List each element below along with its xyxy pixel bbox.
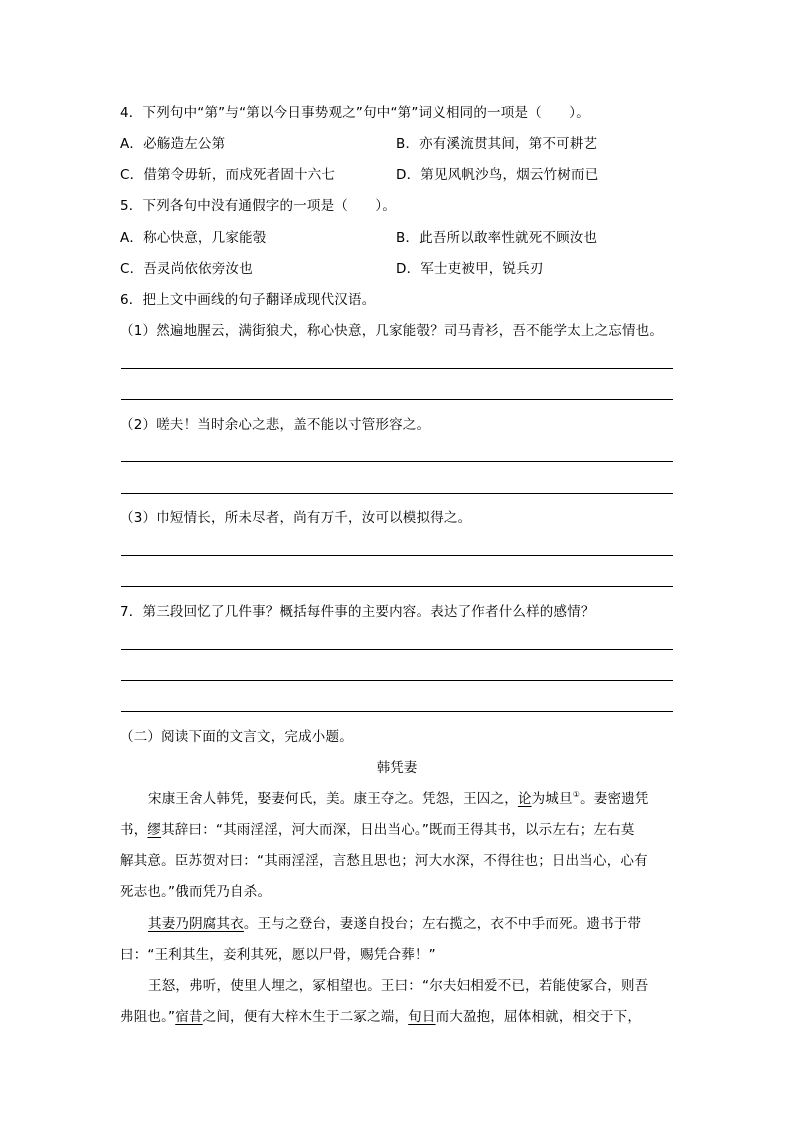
q6-stem: 6．把上文中画线的句子翻译成现代汉语。 [120, 292, 376, 308]
q4-option-b: B．亦有溪流贯其间，第不可耕艺 [396, 136, 598, 152]
footnote-marker: ① [572, 790, 581, 799]
underlined-word: 缪 [147, 822, 162, 838]
passage-title: 韩凭妻 [376, 760, 418, 776]
underlined-word: 论 [517, 791, 532, 807]
q5-option-d: D．军士吏被甲，锐兵刃 [396, 261, 544, 277]
underlined-sentence: 其妻乃阴腐其衣 [148, 916, 244, 932]
answer-line[interactable] [121, 493, 673, 494]
q5-stem: 5．下列各句中没有通假字的一项是（ ）。 [120, 198, 397, 214]
section-intro: （二）阅读下面的文言文，完成小题。 [120, 729, 353, 745]
q7-stem: 7．第三段回忆了几件事？概括每件事的主要内容。表达了作者什么样的感情？ [120, 604, 595, 620]
passage-line: 死志也。”俄而凭乃自杀。 [120, 884, 272, 900]
answer-line[interactable] [121, 555, 673, 556]
passage-line: 书，缪其辞曰：“其雨淫淫，河大而深，日出当心。”既而王得其书，以示左右；左右莫 [120, 822, 635, 838]
answer-line[interactable] [121, 586, 673, 587]
q4-option-a: A．必觞造左公第 [120, 136, 226, 152]
underlined-word: 旬日 [408, 1009, 436, 1025]
q6-sentence-3: （3）巾短情长，所未尽者，尚有万千，汝可以模拟得之。 [120, 510, 472, 526]
answer-line[interactable] [121, 711, 673, 712]
passage-line: 弗阻也。”宿昔之间，便有大梓木生于二冢之端，旬日而大盈抱，屈体相就，相交于下， [120, 1009, 642, 1025]
passage-line: 王怒，弗听，使里人埋之，冢相望也。王曰：“尔夫妇相爱不已，若能使冢合，则吾 [148, 978, 649, 994]
q5-option-c: C．吾灵尚依依旁汝也 [120, 261, 253, 277]
passage-line: 宋康王舍人韩凭，娶妻何氏，美。康王夺之。凭怨，王囚之，论为城旦①。妻密遗凭 [148, 790, 649, 807]
q4-option-c: C．借第令毋斩，而戍死者固十六七 [120, 167, 336, 183]
answer-line[interactable] [121, 649, 673, 650]
q5-option-b: B．此吾所以敢率性就死不顾汝也 [396, 230, 598, 246]
answer-line[interactable] [121, 461, 673, 462]
answer-line[interactable] [121, 368, 673, 369]
q5-option-a: A．称心快意，几家能彀 [120, 230, 267, 246]
passage-line: 曰：“王利其生，妾利其死，愿以尸骨，赐凭合葬！” [120, 947, 436, 963]
answer-line[interactable] [121, 399, 673, 400]
answer-line[interactable] [121, 680, 673, 681]
passage-line: 其妻乃阴腐其衣。王与之登台，妻遂自投台；左右揽之，衣不中手而死。遗书于带 [148, 916, 642, 932]
underlined-word: 宿昔 [175, 1009, 203, 1025]
passage-line: 解其意。臣苏贺对曰：“其雨淫淫，言愁且思也；河大水深，不得往也；日出当心，心有 [120, 853, 648, 869]
q4-stem: 4．下列句中“第”与“第以今日事势观之”句中“第”词义相同的一项是（ ）。 [120, 105, 590, 121]
q6-sentence-1: （1）然遍地腥云，满街狼犬，称心快意，几家能彀？司马青衫，吾不能学太上之忘情也。 [120, 323, 664, 339]
q6-sentence-2: （2）嗟夫！当时余心之悲，盖不能以寸管形容之。 [120, 417, 431, 433]
q4-option-d: D．第见风帆沙鸟，烟云竹树而已 [396, 167, 599, 183]
